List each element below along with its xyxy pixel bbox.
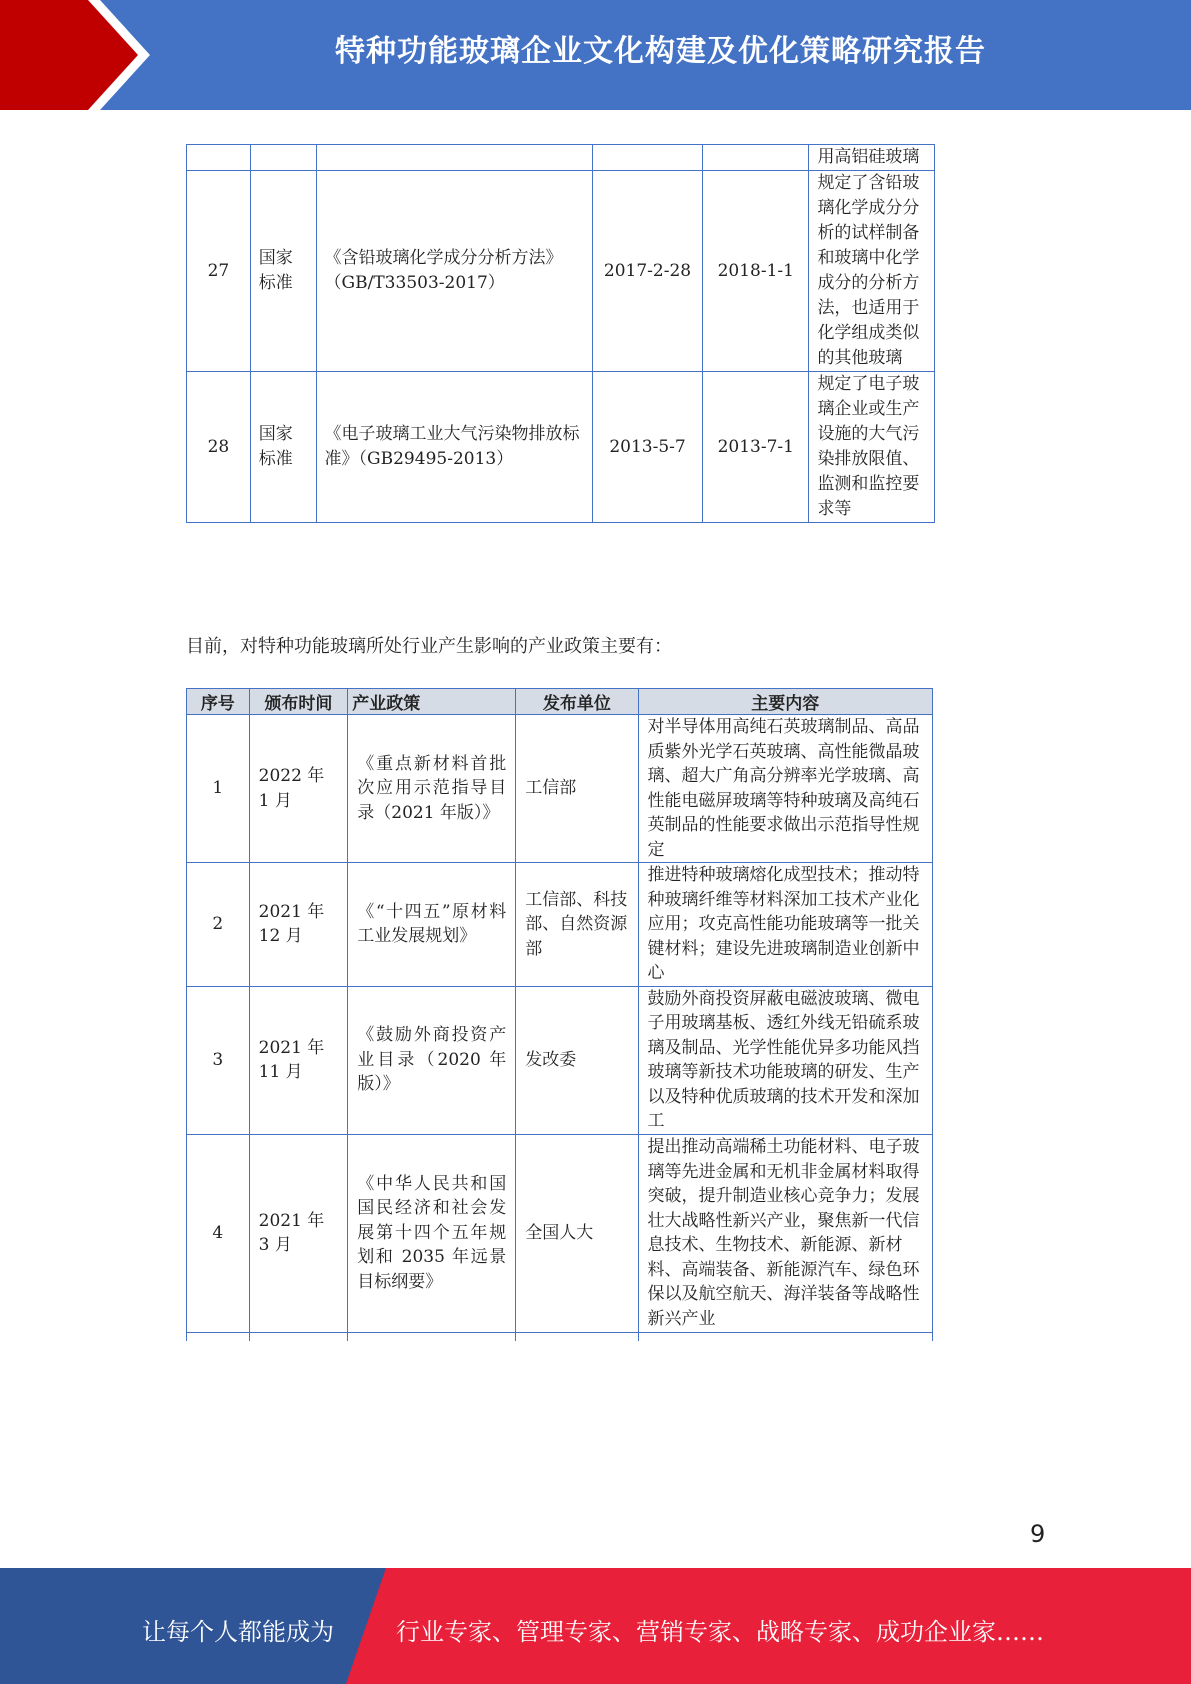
continuation-cell: 用高铝硅玻璃	[809, 145, 935, 171]
published-date: 2013-5-7	[592, 372, 702, 523]
policy-name: 《中华人民共和国国民经济和社会发展第十四个五年规划和 2035 年远景目标纲要》	[348, 1134, 516, 1332]
policy-date: 2021 年 11 月	[249, 986, 348, 1134]
table-row	[187, 1134, 933, 1332]
policy-name: 《鼓励外商投资产业目录（2020 年版）》	[348, 986, 516, 1134]
policy-table	[186, 688, 933, 1341]
header-date: 颁布时间	[249, 689, 348, 715]
footer-slogan-left: 让每个人都能成为	[142, 1618, 334, 1646]
table-row	[187, 171, 935, 372]
table-continuation-row	[187, 1332, 933, 1341]
policy-content: 提出推动高端稀土功能材料、电子玻璃等先进金属和无机非金属材料取得突破，提升制造业核心竞争力；发展壮大战略性新兴产业，聚焦新一代信息技术、生物技术、新能源、新材料、高端装备、新能源汽车、绿色环保以及航空航天、海洋装备等战略性新兴产业	[638, 1134, 932, 1332]
header-red-chevron	[0, 0, 150, 110]
header-number: 序号	[187, 689, 250, 715]
policy-name: 《重点新材料首批次应用示范指导目录（2021 年版）》	[348, 715, 516, 863]
policy-date: 2022 年 1 月	[249, 715, 348, 863]
policy-department: 工信部、科技部、自然资源部	[516, 863, 638, 987]
policy-name: 《“十四五”原材料工业发展规划》	[348, 863, 516, 987]
policy-department: 全国人大	[516, 1134, 638, 1332]
row-number: 2	[187, 863, 250, 987]
policy-date: 2021 年 3 月	[249, 1134, 348, 1332]
standard-type: 国家标准	[250, 372, 316, 523]
header-department: 发布单位	[516, 689, 638, 715]
standard-name: 《含铅玻璃化学成分分析方法》（GB/T33503-2017）	[316, 171, 592, 372]
row-number: 3	[187, 986, 250, 1134]
header-policy: 产业政策	[348, 689, 516, 715]
table-header-row	[187, 689, 933, 715]
policy-department: 工信部	[516, 715, 638, 863]
policy-content: 对半导体用高纯石英玻璃制品、高品质紫外光学石英玻璃、高性能微晶玻璃、超大广角高分辨率光学玻璃、高性能电磁屏玻璃等特种玻璃及高纯石英制品的性能要求做出示范指导性规定	[638, 715, 932, 863]
standard-type: 国家标准	[250, 171, 316, 372]
effective-date: 2013-7-1	[703, 372, 809, 523]
table-row	[187, 372, 935, 523]
table-row	[187, 715, 933, 863]
row-number: 1	[187, 715, 250, 863]
effective-date: 2018-1-1	[703, 171, 809, 372]
standards-table	[186, 144, 935, 523]
header-content: 主要内容	[638, 689, 932, 715]
row-number: 27	[187, 171, 251, 372]
page-number: 9	[1030, 1520, 1046, 1548]
table-row	[187, 986, 933, 1134]
standard-name: 《电子玻璃工业大气污染物排放标准》（GB29495-2013）	[316, 372, 592, 523]
report-title: 特种功能玻璃企业文化构建及优化策略研究报告	[335, 34, 986, 69]
policy-content: 推进特种玻璃熔化成型技术；推动特种玻璃纤维等材料深加工技术产业化应用；攻克高性能功能玻璃等一批关键材料；建设先进玻璃制造业创新中心	[638, 863, 932, 987]
policy-date: 2021 年 12 月	[249, 863, 348, 987]
row-number: 4	[187, 1134, 250, 1332]
standard-description: 规定了电子玻璃企业或生产设施的大气污染排放限值、监测和监控要求等	[809, 372, 935, 523]
policy-content: 鼓励外商投资屏蔽电磁波玻璃、微电子用玻璃基板、透红外线无铅硫系玻璃及制品、光学性能优异多功能风挡玻璃等新技术功能玻璃的研发、生产以及特种优质玻璃的技术开发和深加工	[638, 986, 932, 1134]
header-banner	[0, 0, 1191, 110]
intro-paragraph: 目前，对特种功能玻璃所处行业产生影响的产业政策主要有：	[186, 636, 672, 657]
row-number: 28	[187, 372, 251, 523]
standard-description: 规定了含铅玻璃化学成分分析的试样制备和玻璃中化学成分的分析方法，也适用于化学组成类似的其他玻璃	[809, 171, 935, 372]
table-row	[187, 863, 933, 987]
table-row	[187, 145, 935, 171]
footer-banner	[0, 1568, 1191, 1684]
footer-slogan-right: 行业专家、管理专家、营销专家、战略专家、成功企业家……	[396, 1618, 1044, 1646]
published-date: 2017-2-28	[592, 171, 702, 372]
policy-department: 发改委	[516, 986, 638, 1134]
